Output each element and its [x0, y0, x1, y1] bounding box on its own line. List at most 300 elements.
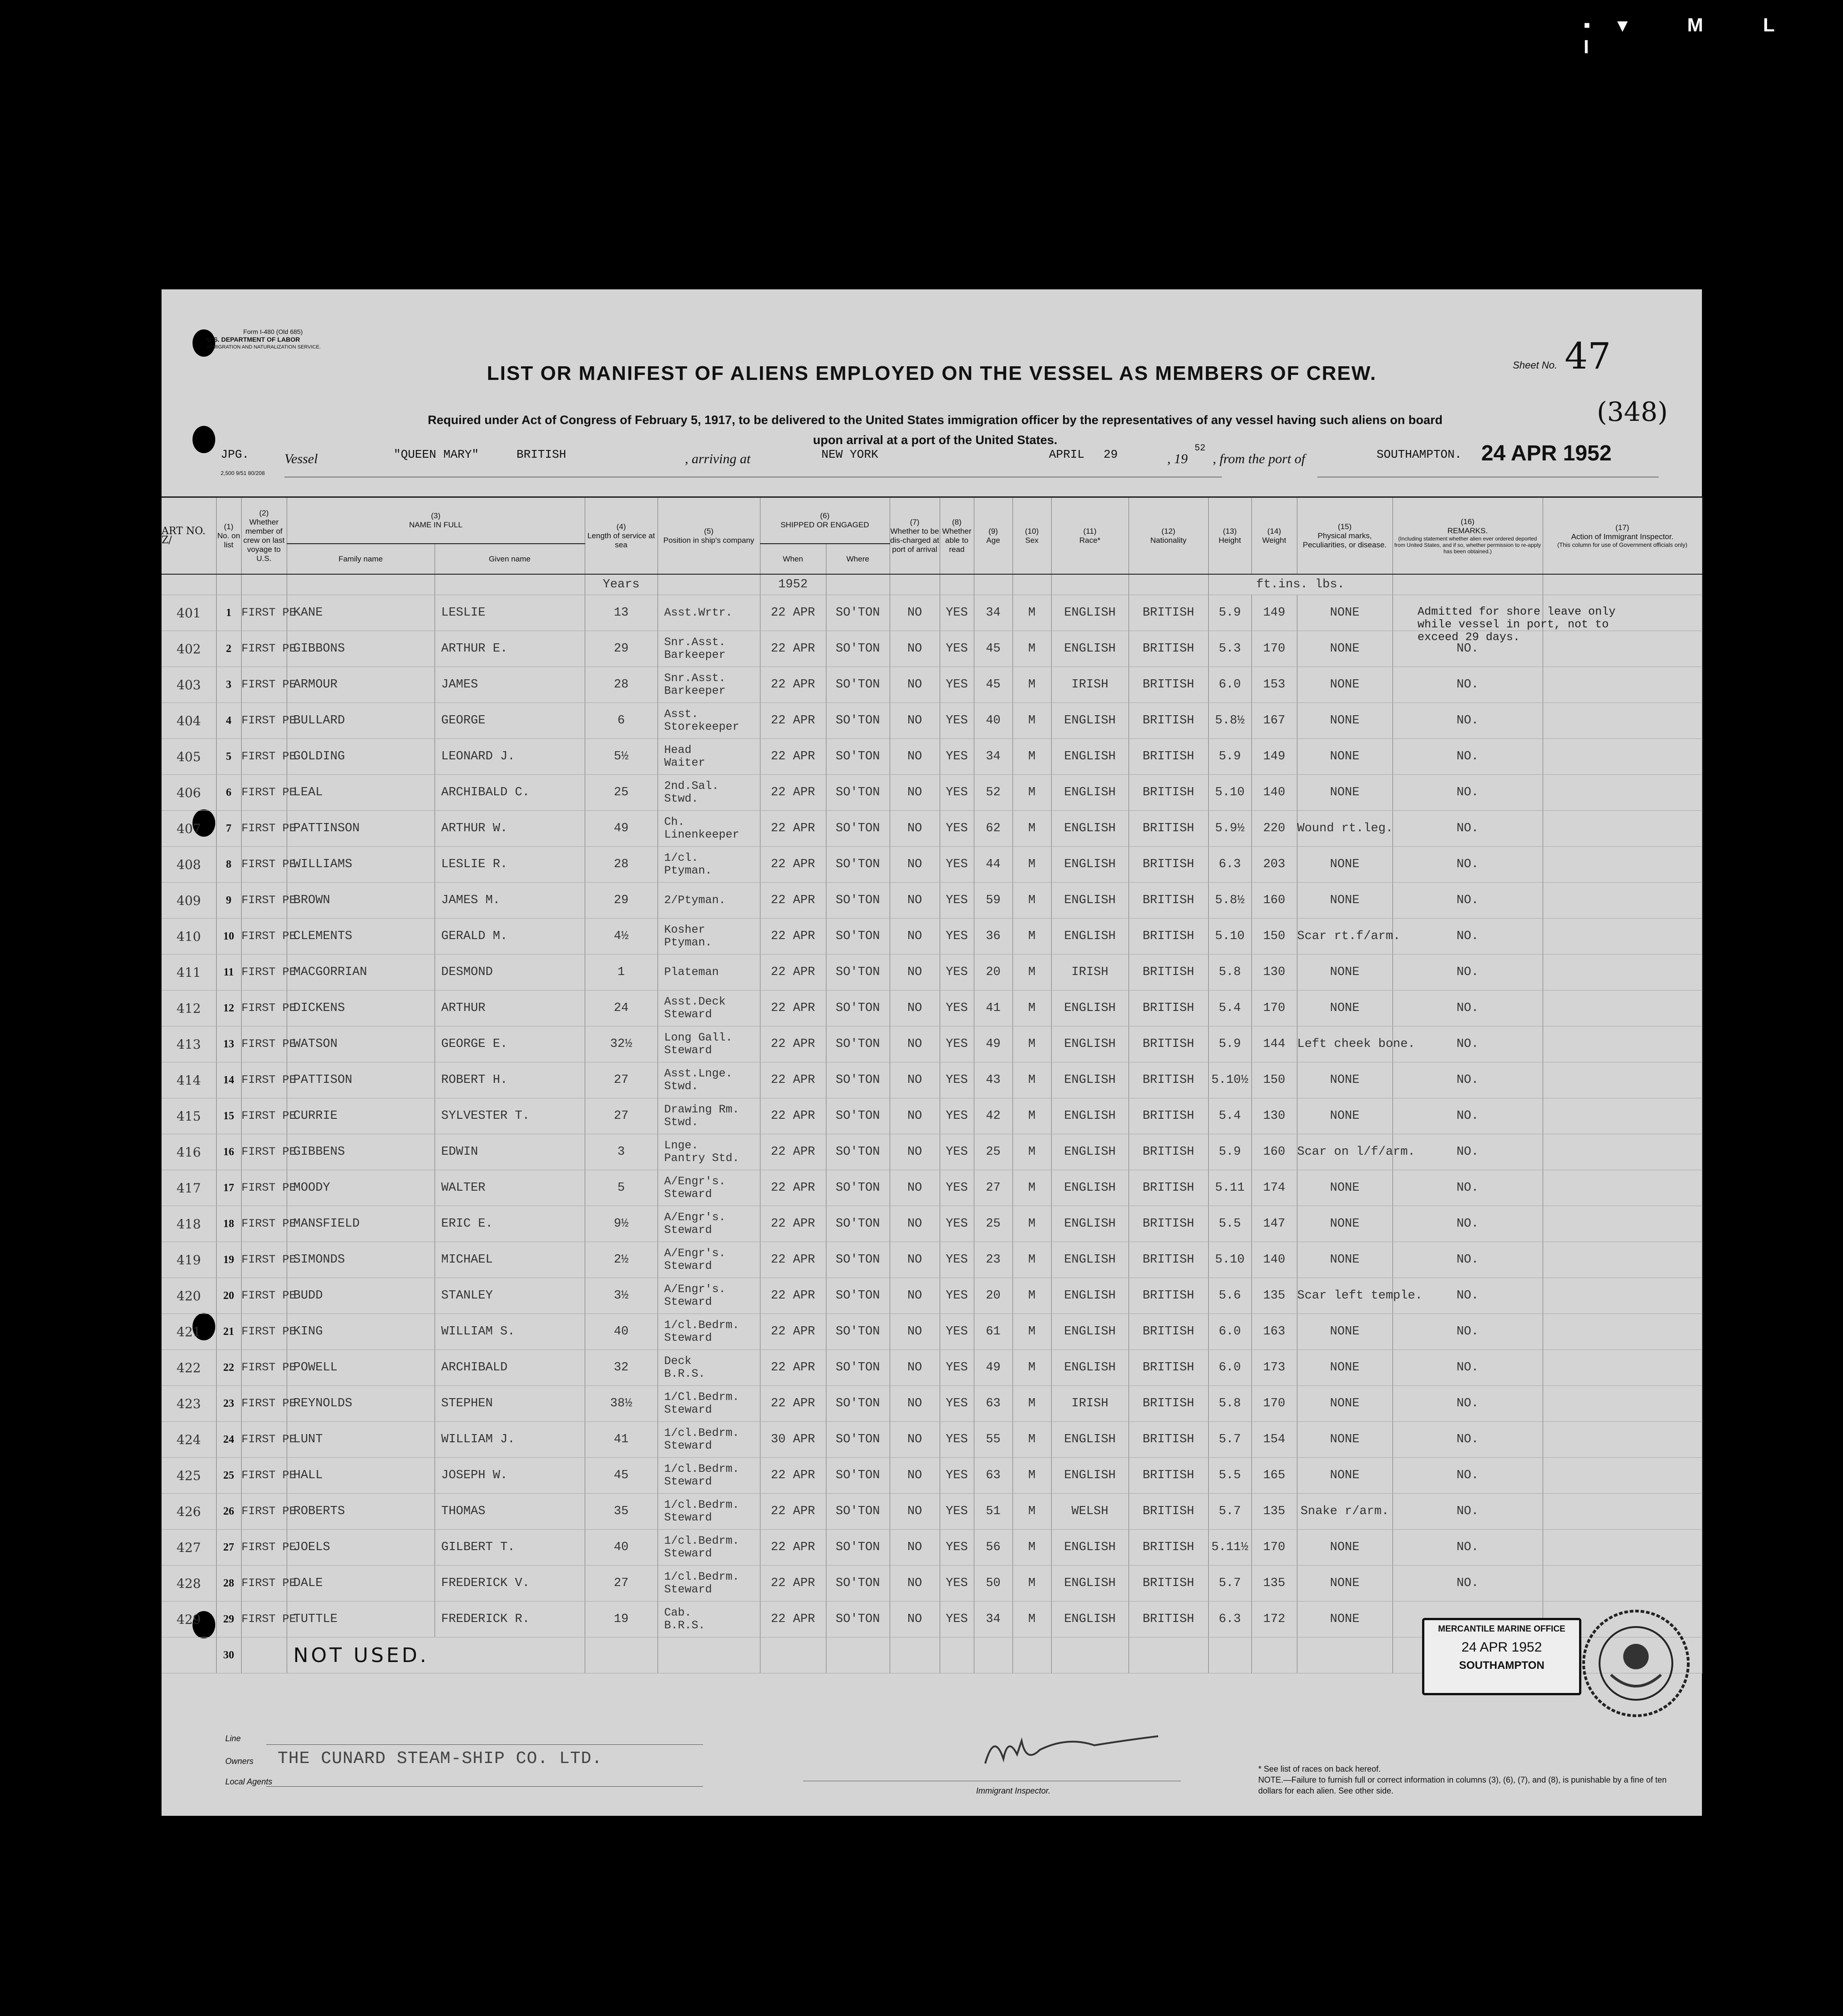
vessel-name: "QUEEN MARY"	[394, 448, 479, 461]
physical-marks: NONE	[1297, 1350, 1392, 1386]
footer	[162, 1723, 1702, 1816]
service-years: 19	[585, 1602, 658, 1637]
print-code: 2,500 9/51 80/208	[221, 470, 265, 476]
position	[658, 1422, 760, 1458]
position-line: Asst.Deck	[664, 995, 726, 1008]
sex: M	[1013, 1206, 1051, 1242]
given-name: ARTHUR	[435, 990, 585, 1026]
shipped-when: 22 APR	[760, 919, 826, 955]
sex: M	[1013, 1350, 1051, 1386]
col1-header	[216, 497, 241, 575]
shipped-when: 22 APR	[760, 1134, 826, 1170]
discharged: NO	[890, 1170, 940, 1206]
position	[658, 1098, 760, 1134]
empty-cell	[760, 1637, 826, 1673]
empty-cell	[1129, 1637, 1208, 1673]
weight: 135	[1251, 1494, 1297, 1530]
shipped-where: SO'TON	[826, 1458, 890, 1494]
art-number: 406	[162, 775, 216, 811]
shipped-when: 22 APR	[760, 1062, 826, 1098]
line-number: 6	[216, 775, 241, 811]
art-no-header: ART NO. Z/	[162, 497, 216, 575]
sex: M	[1013, 667, 1051, 703]
physical-marks: NONE	[1297, 1566, 1392, 1602]
able-to-read: YES	[940, 1386, 974, 1422]
film-marks: ▪▾ M L I	[1584, 14, 1802, 57]
nationality: BRITISH	[1129, 1134, 1208, 1170]
height: 5.8	[1208, 955, 1251, 990]
shipped-when: 22 APR	[760, 1278, 826, 1314]
shipped-where: SO'TON	[826, 703, 890, 739]
height: 6.0	[1208, 667, 1251, 703]
table-row	[162, 847, 1702, 883]
position	[658, 1494, 760, 1530]
weight: 150	[1251, 1062, 1297, 1098]
owners-value: THE CUNARD STEAM-SHIP CO. LTD.	[278, 1749, 603, 1768]
table-row	[162, 811, 1702, 847]
discharged: NO	[890, 955, 940, 990]
shipped-when: 22 APR	[760, 1602, 826, 1637]
given-name: JOSEPH W.	[435, 1458, 585, 1494]
race-footnote: * See list of races on back hereof.	[1258, 1764, 1381, 1773]
col12-num: (12)	[1161, 526, 1175, 536]
sex: M	[1013, 739, 1051, 775]
line-number: 13	[216, 1026, 241, 1062]
shipped-when: 22 APR	[760, 811, 826, 847]
height: 5.4	[1208, 1098, 1251, 1134]
shipped-when: 22 APR	[760, 631, 826, 667]
nationality: BRITISH	[1129, 1350, 1208, 1386]
position	[658, 1314, 760, 1350]
position-line: Steward	[664, 1331, 712, 1344]
service-years: 45	[585, 1458, 658, 1494]
shipped-where: SO'TON	[826, 1170, 890, 1206]
shipped-where: SO'TON	[826, 955, 890, 990]
physical-marks: Snake r/arm.	[1297, 1494, 1392, 1530]
position	[658, 1170, 760, 1206]
position	[658, 883, 760, 919]
line-number: 1	[216, 595, 241, 631]
sex: M	[1013, 631, 1051, 667]
col17-label: Action of Immigrant Inspector.	[1571, 532, 1674, 541]
position-line: 1/Cl.Bedrm.	[664, 1390, 739, 1404]
physical-marks: NONE	[1297, 1206, 1392, 1242]
col16-header	[1392, 497, 1543, 575]
race: IRISH	[1051, 667, 1129, 703]
family-name: KING	[287, 1314, 435, 1350]
arrival-port: NEW YORK	[821, 448, 878, 461]
physical-marks: NONE	[1297, 1314, 1392, 1350]
line-number: 12	[216, 990, 241, 1026]
position	[658, 1458, 760, 1494]
last-voyage: FIRST PE	[241, 775, 287, 811]
weight: 150	[1251, 919, 1297, 955]
vessel-label: Vessel	[284, 451, 318, 466]
weight: 144	[1251, 1026, 1297, 1062]
shipped-when: 22 APR	[760, 1170, 826, 1206]
height: 5.6	[1208, 1278, 1251, 1314]
nationality: BRITISH	[1129, 595, 1208, 631]
age: 55	[974, 1422, 1013, 1458]
line-number: 25	[216, 1458, 241, 1494]
position-line: Steward	[664, 1511, 712, 1524]
position	[658, 1566, 760, 1602]
position-line: 1/cl.Bedrm.	[664, 1426, 739, 1440]
race: ENGLISH	[1051, 919, 1129, 955]
position-line: Steward	[664, 1547, 712, 1560]
height: 5.10	[1208, 919, 1251, 955]
inspector-action	[1543, 919, 1702, 955]
service-years: 35	[585, 1494, 658, 1530]
able-to-read: YES	[940, 955, 974, 990]
height: 5.8	[1208, 1386, 1251, 1422]
shipped-when: 22 APR	[760, 739, 826, 775]
units-years: Years	[585, 574, 658, 595]
table-row	[162, 1530, 1702, 1566]
physical-marks: NONE	[1297, 1098, 1392, 1134]
shipped-when: 22 APR	[760, 1386, 826, 1422]
shipped-when: 22 APR	[760, 1350, 826, 1386]
empty-cell	[1251, 1637, 1297, 1673]
position-line: Steward	[664, 1295, 712, 1309]
family-name: ROBERTS	[287, 1494, 435, 1530]
line-number: 10	[216, 919, 241, 955]
sex: M	[1013, 703, 1051, 739]
weight: 170	[1251, 1386, 1297, 1422]
height: 5.5	[1208, 1458, 1251, 1494]
col7-label: Whether to be dis-charged at port of arrival	[890, 526, 939, 554]
art-number: 413	[162, 1026, 216, 1062]
remarks: NO.	[1392, 667, 1543, 703]
given-name: JAMES	[435, 667, 585, 703]
family-name: BROWN	[287, 883, 435, 919]
service-years: 40	[585, 1314, 658, 1350]
line-number: 19	[216, 1242, 241, 1278]
position-line: Steward	[664, 1475, 712, 1488]
age: 44	[974, 847, 1013, 883]
empty-cell	[890, 1637, 940, 1673]
col13-num: (13)	[1223, 526, 1237, 536]
discharged: NO	[890, 1278, 940, 1314]
age: 42	[974, 1098, 1013, 1134]
art-number: 415	[162, 1098, 216, 1134]
position-line: Kosher	[664, 923, 705, 936]
empty-cell	[658, 1637, 760, 1673]
physical-marks: NONE	[1297, 703, 1392, 739]
given-name: WILLIAM J.	[435, 1422, 585, 1458]
position-line: Steward	[664, 1223, 712, 1237]
remarks: NO.	[1392, 1494, 1543, 1530]
age: 20	[974, 1278, 1013, 1314]
physical-marks: NONE	[1297, 631, 1392, 667]
shipped-when: 22 APR	[760, 1566, 826, 1602]
position-line: Lnge.	[664, 1139, 699, 1152]
shipped-when: 22 APR	[760, 1530, 826, 1566]
shipped-where: SO'TON	[826, 1386, 890, 1422]
table-row	[162, 1494, 1702, 1530]
given-name: GEORGE E.	[435, 1026, 585, 1062]
not-used-note: NOT USED.	[287, 1637, 585, 1673]
sex: M	[1013, 955, 1051, 990]
inspector-label: Immigrant Inspector.	[976, 1786, 1051, 1795]
sex: M	[1013, 1458, 1051, 1494]
given-name: WALTER	[435, 1170, 585, 1206]
year-prefix: , 19	[1167, 451, 1188, 466]
weight: 170	[1251, 1530, 1297, 1566]
service-years: 2½	[585, 1242, 658, 1278]
nationality: BRITISH	[1129, 1422, 1208, 1458]
position	[658, 739, 760, 775]
art-number: 420	[162, 1278, 216, 1314]
discharged: NO	[890, 739, 940, 775]
col15-label: Physical marks, Peculiarities, or disease.	[1302, 531, 1387, 549]
weight: 170	[1251, 990, 1297, 1026]
shipped-where: SO'TON	[826, 811, 890, 847]
discharged: NO	[890, 1458, 940, 1494]
weight: 154	[1251, 1422, 1297, 1458]
col10-num: (10)	[1025, 526, 1039, 536]
family-name: WILLIAMS	[287, 847, 435, 883]
last-voyage: FIRST PE	[241, 1494, 287, 1530]
remarks-note	[1418, 606, 1615, 644]
last-voyage: FIRST PE	[241, 955, 287, 990]
weight: 140	[1251, 775, 1297, 811]
given-name: DESMOND	[435, 955, 585, 990]
line-label: Line	[225, 1734, 241, 1743]
nationality: BRITISH	[1129, 1278, 1208, 1314]
age: 34	[974, 595, 1013, 631]
height: 5.9	[1208, 1134, 1251, 1170]
nationality: BRITISH	[1129, 1458, 1208, 1494]
table-row	[162, 955, 1702, 990]
units-height-weight: ft.ins. lbs.	[1208, 574, 1392, 595]
age: 49	[974, 1350, 1013, 1386]
service-years: 27	[585, 1566, 658, 1602]
position-line: Asst.	[664, 707, 699, 721]
height: 6.3	[1208, 1602, 1251, 1637]
race: ENGLISH	[1051, 739, 1129, 775]
art-number: 402	[162, 631, 216, 667]
sex: M	[1013, 1026, 1051, 1062]
shipped-when: 22 APR	[760, 667, 826, 703]
able-to-read: YES	[940, 739, 974, 775]
table-row	[162, 1134, 1702, 1170]
family-name: DICKENS	[287, 990, 435, 1026]
sex: M	[1013, 1242, 1051, 1278]
age: 34	[974, 739, 1013, 775]
shipped-when: 22 APR	[760, 883, 826, 919]
position	[658, 1350, 760, 1386]
col5-header	[658, 497, 760, 575]
empty-cell	[1013, 1637, 1051, 1673]
age: 45	[974, 631, 1013, 667]
service-years: 1	[585, 955, 658, 990]
col3a-header: Family name	[287, 544, 435, 574]
line-number: 20	[216, 1278, 241, 1314]
shipped-where: SO'TON	[826, 1314, 890, 1350]
sex: M	[1013, 1422, 1051, 1458]
able-to-read: YES	[940, 1026, 974, 1062]
service-years: 49	[585, 811, 658, 847]
physical-marks: NONE	[1297, 1170, 1392, 1206]
art-number: 408	[162, 847, 216, 883]
weight: 220	[1251, 811, 1297, 847]
given-name: JAMES M.	[435, 883, 585, 919]
service-years: 28	[585, 667, 658, 703]
service-years: 27	[585, 1062, 658, 1098]
col6b-header: Where	[826, 544, 890, 574]
discharged: NO	[890, 990, 940, 1026]
position	[658, 775, 760, 811]
position-line: Storekeeper	[664, 720, 739, 733]
physical-marks: NONE	[1297, 739, 1392, 775]
last-voyage: FIRST PE	[241, 595, 287, 631]
sex: M	[1013, 990, 1051, 1026]
sheet-number-value: 47	[1565, 335, 1611, 377]
mercantile-marine-stamp	[1422, 1618, 1581, 1695]
empty-cell	[1297, 1637, 1392, 1673]
weight: 160	[1251, 1134, 1297, 1170]
nationality: BRITISH	[1129, 1314, 1208, 1350]
position	[658, 811, 760, 847]
col17-header	[1543, 497, 1702, 575]
service-years: 24	[585, 990, 658, 1026]
able-to-read: YES	[940, 1278, 974, 1314]
position-line: Cab.	[664, 1606, 692, 1619]
family-name: PATTINSON	[287, 811, 435, 847]
nationality: BRITISH	[1129, 919, 1208, 955]
age: 45	[974, 667, 1013, 703]
line-number: 7	[216, 811, 241, 847]
inspector-action	[1543, 1242, 1702, 1278]
col8-label: Whether able to read	[942, 526, 972, 554]
art-number: 426	[162, 1494, 216, 1530]
inspector-action	[1543, 1422, 1702, 1458]
remarks: NO.	[1392, 1350, 1543, 1386]
shipped-where: SO'TON	[826, 1206, 890, 1242]
nationality: BRITISH	[1129, 1206, 1208, 1242]
table-row	[162, 739, 1702, 775]
able-to-read: YES	[940, 919, 974, 955]
family-name: LEAL	[287, 775, 435, 811]
inspector-action	[1543, 847, 1702, 883]
form-number: Form I-480 (Old 685)	[243, 328, 303, 335]
family-name: DALE	[287, 1566, 435, 1602]
empty-cell	[585, 1637, 658, 1673]
discharged: NO	[890, 1350, 940, 1386]
col4-header	[585, 497, 658, 575]
nationality: BRITISH	[1129, 847, 1208, 883]
shipped-where: SO'TON	[826, 1098, 890, 1134]
position-line: Long Gall.	[664, 1031, 733, 1044]
race: ENGLISH	[1051, 883, 1129, 919]
able-to-read: YES	[940, 883, 974, 919]
line-number: 18	[216, 1206, 241, 1242]
art-number: 403	[162, 667, 216, 703]
discharged: NO	[890, 775, 940, 811]
family-name: MANSFIELD	[287, 1206, 435, 1242]
art-number: 412	[162, 990, 216, 1026]
position-line: Steward	[664, 1187, 712, 1201]
family-name: BULLARD	[287, 703, 435, 739]
art-number: 416	[162, 1134, 216, 1170]
shipped-where: SO'TON	[826, 1134, 890, 1170]
subtitle-line-2: upon arrival at a port of the United States.	[813, 433, 1058, 447]
race: ENGLISH	[1051, 1026, 1129, 1062]
date-stamp: 24 APR 1952	[1481, 441, 1612, 465]
remarks: NO.	[1392, 955, 1543, 990]
physical-marks: Scar left temple.	[1297, 1278, 1392, 1314]
local-agents-label: Local Agents	[225, 1777, 273, 1786]
shipped-when: 22 APR	[760, 955, 826, 990]
given-name: ARCHIBALD	[435, 1350, 585, 1386]
given-name: ARTHUR W.	[435, 811, 585, 847]
service-years: 9½	[585, 1206, 658, 1242]
height: 5.11	[1208, 1170, 1251, 1206]
col14-label: Weight	[1262, 536, 1286, 545]
inspector-action	[1543, 1350, 1702, 1386]
col17-note: (This column for use of Government officials only)	[1557, 541, 1687, 548]
given-name: ROBERT H.	[435, 1062, 585, 1098]
height: 5.7	[1208, 1566, 1251, 1602]
from-port-label: , from the port of	[1213, 451, 1306, 466]
last-voyage: FIRST PE	[241, 1062, 287, 1098]
family-name: GOLDING	[287, 739, 435, 775]
service-years: 25	[585, 775, 658, 811]
col6a-header: When	[760, 544, 826, 574]
col3-num: (3)	[431, 511, 440, 520]
shipped-where: SO'TON	[826, 775, 890, 811]
sex: M	[1013, 1098, 1051, 1134]
given-name: FREDERICK R.	[435, 1602, 585, 1637]
line-number: 11	[216, 955, 241, 990]
binder-hole	[192, 426, 215, 453]
year-suffix: 52	[1195, 443, 1206, 454]
last-voyage: FIRST PE	[241, 847, 287, 883]
race: ENGLISH	[1051, 775, 1129, 811]
able-to-read: YES	[940, 703, 974, 739]
art-number: 418	[162, 1206, 216, 1242]
art-number: 424	[162, 1422, 216, 1458]
position-line: A/Engr's.	[664, 1247, 726, 1260]
art-number: 427	[162, 1530, 216, 1566]
physical-marks: NONE	[1297, 1242, 1392, 1278]
col1-label: No. on list	[217, 531, 240, 549]
col8-header	[940, 497, 974, 575]
nationality: BRITISH	[1129, 990, 1208, 1026]
family-name: MACGORRIAN	[287, 955, 435, 990]
position	[658, 1602, 760, 1637]
height: 5.9½	[1208, 811, 1251, 847]
service-years: 29	[585, 631, 658, 667]
position-line: Steward	[664, 1259, 712, 1273]
height: 6.3	[1208, 847, 1251, 883]
shipped-where: SO'TON	[826, 1530, 890, 1566]
physical-marks: NONE	[1297, 595, 1392, 631]
table-row	[162, 883, 1702, 919]
col11-num: (11)	[1083, 526, 1097, 536]
remarks: NO.	[1392, 1062, 1543, 1098]
position	[658, 847, 760, 883]
art-number: 422	[162, 1350, 216, 1386]
position-line: 1/cl.	[664, 851, 699, 864]
col12-header	[1129, 497, 1208, 575]
col4-label: Length of service at sea	[587, 531, 655, 549]
able-to-read: YES	[940, 1314, 974, 1350]
inspector-action	[1543, 811, 1702, 847]
subtitle	[298, 410, 1572, 450]
age: 49	[974, 1026, 1013, 1062]
